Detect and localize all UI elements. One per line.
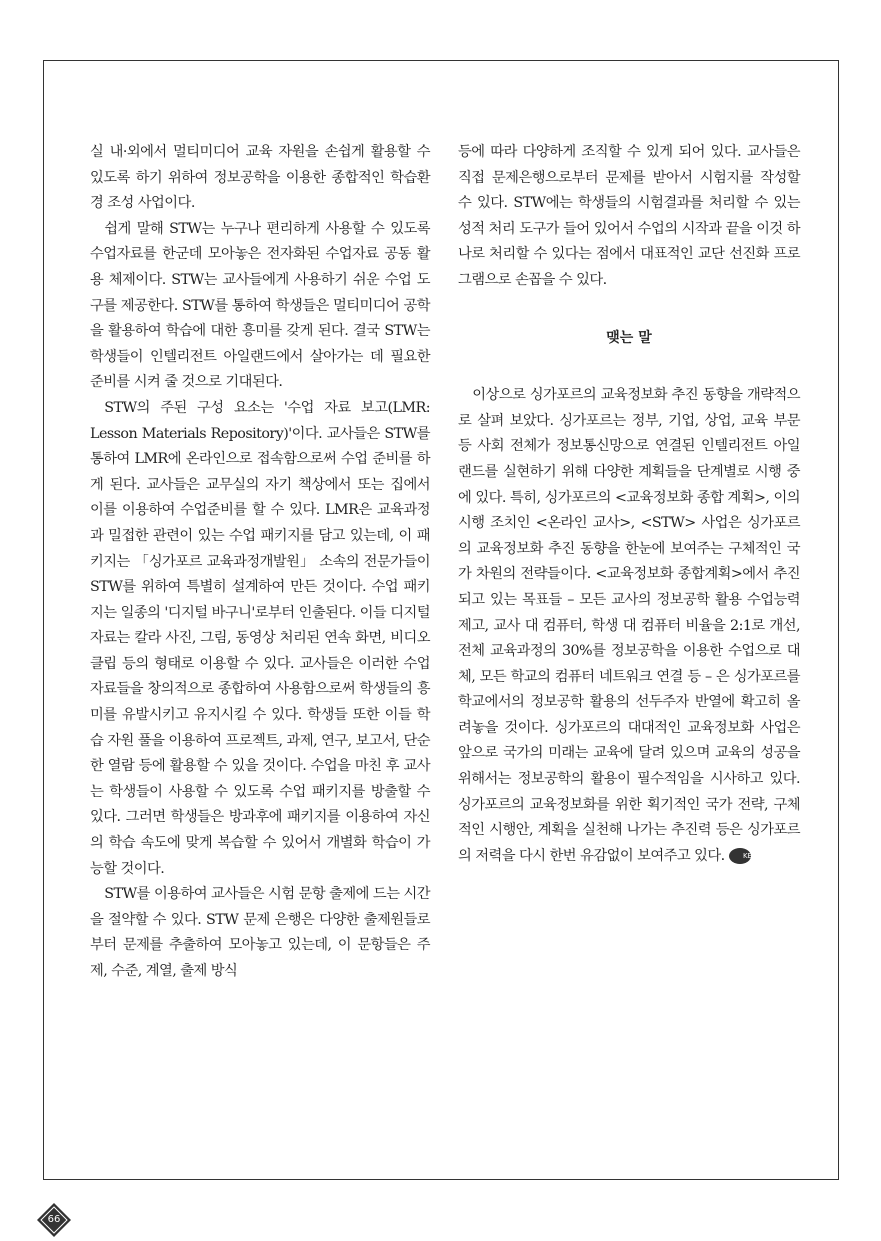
paragraph: 실 내·외에서 멀티미디어 교육 자원을 손쉽게 활용할 수 있도록 하기 위하여 정보공학을 이용한 종합적인 학습환경 조성 사업이다. <box>90 144 430 212</box>
paragraph <box>458 383 800 869</box>
page-number-badge <box>34 1200 74 1240</box>
paragraph: STW를 이용하여 교사들은 시험 문항 출제에 드는 시간을 절약할 수 있다. STW 문제 은행은 다양한 출제원들로부터 문제를 추출하여 모아놓고 있는데, 이 문항들은 주제, 수준, 계열, 출제 방식 <box>90 886 430 979</box>
page-number: 66 <box>47 1214 61 1225</box>
paragraph: 등에 따라 다양하게 조직할 수 있게 되어 있다. 교사들은 직접 문제은행으로부터 문제를 받아서 시험지를 작성할 수 있다. STW에는 학생들의 시험결과를 처리할 수 있는 성적 처리 도구가 들어 있어서 수업의 시작과 끝을 이것 하나로 처리할 수 있다는 점에서 대표적인 교단 선진화 프로그램으로 손꼽을 수 있다. <box>458 144 800 288</box>
right-column <box>458 140 800 869</box>
section-heading: 맺는 말 <box>606 329 652 346</box>
paragraph-text: 이상으로 싱가포르의 교육정보화 추진 동향을 개략적으로 살펴 보았다. 싱가포르는 정부, 기업, 상업, 교육 부문 등 사회 전체가 정보통신망으로 연결된 인텔리전트 아일랜드를 실현하기 위해 다양한 계획들을 단계별로 시행 중에 있다. 특히, 싱가포르의 <교육정보화 종합 계획>, 이의 시행 조치인 <온라인 교사>, <STW> 사업은 싱가포르의 교육정보화 추진 동향을 한눈에 보여주는 구체적인 국가 차원의 전략들이다. <교육정보화 종합계획>에서 추진되고 있는 목표들 – 모든 교사의 정보공학 활용 수업능력 제고, 교사 대 컴퓨터, 학생 대 컴퓨터 비율을 2:1로 개선, 전체 교육과정의 30%를 정보공학을 이용한 수업으로 대체, 모든 학교의 컴퓨터 네트워크 연결 등 – 은 싱가포르를 학교에서의 정보공학 활용의 선두주자 반열에 확고히 올려놓을 것이다. 싱가포르의 대대적인 교육정보화 사업은 앞으로 국가의 미래는 교육에 달려 있으며 교육의 성공을 위해서는 정보공학의 활용이 필수적임을 시사하고 있다. 싱가포르의 교육정보화를 위한 획기적인 국가 전략, 구체적인 시행안, 계획을 실천해 나가는 추진력 등은 싱가포르의 저력을 다시 한번 유감없이 보여주고 있다. <box>458 387 800 864</box>
end-mark-logo-icon: KEDI <box>729 848 751 864</box>
paragraph: 쉽게 말해 STW는 누구나 편리하게 사용할 수 있도록 수업자료를 한군데 모아놓은 전자화된 수업자료 공동 활용 체제이다. STW는 교사들에게 사용하기 쉬운 수업 도구를 제공한다. STW를 통하여 학생들은 멀티미디어 공학을 활용하여 학습에 대한 흥미를 갖게 된다. 결국 STW는 학생들이 인텔리전트 아일랜드에서 살아가는 데 필요한 준비를 시켜 줄 것으로 기대된다. <box>90 220 430 391</box>
left-column <box>90 140 430 985</box>
paragraph: STW의 주된 구성 요소는 '수업 자료 보고(LMR: Lesson Materials Repository)'이다. 교사들은 STW를 통하여 LMR에 온라인으로 접속함으로써 수업 준비를 하게 된다. 교사들은 교무실의 자기 책상에서 또는 집에서 이를 이용하여 수업준비를 할 수 있다. LMR은 교육과정과 밀접한 관련이 있는 수업 패키지를 담고 있는데, 이 패키지는 「싱가포르 교육과정개발원」 소속의 전문가들이 STW를 위하여 특별히 설계하여 만든 것이다. 수업 패키지는 일종의 '디지털 바구니'로부터 인출된다. 이들 디지털 자료는 칼라 사진, 그림, 동영상 처리된 연속 화면, 비디오 클립 등의 형태로 이용할 수 있다. 교사들은 이러한 수업 자료들을 창의적으로 종합하여 사용함으로써 학생들의 흥미를 유발시키고 유지시킬 수 있다. 학생들 또한 이들 학습 자원 풀을 이용하여 프로젝트, 과제, 연구, 보고서, 단순한 열람 등에 활용할 수 있을 것이다. 수업을 마친 후 교사는 학생들이 사용할 수 있도록 수업 패키지를 방출할 수 있다. 그러면 학생들은 방과후에 패키지를 이용하여 자신의 학습 속도에 맞게 복습할 수 있어서 개별화 학습이 가능할 것이다. <box>90 399 430 877</box>
